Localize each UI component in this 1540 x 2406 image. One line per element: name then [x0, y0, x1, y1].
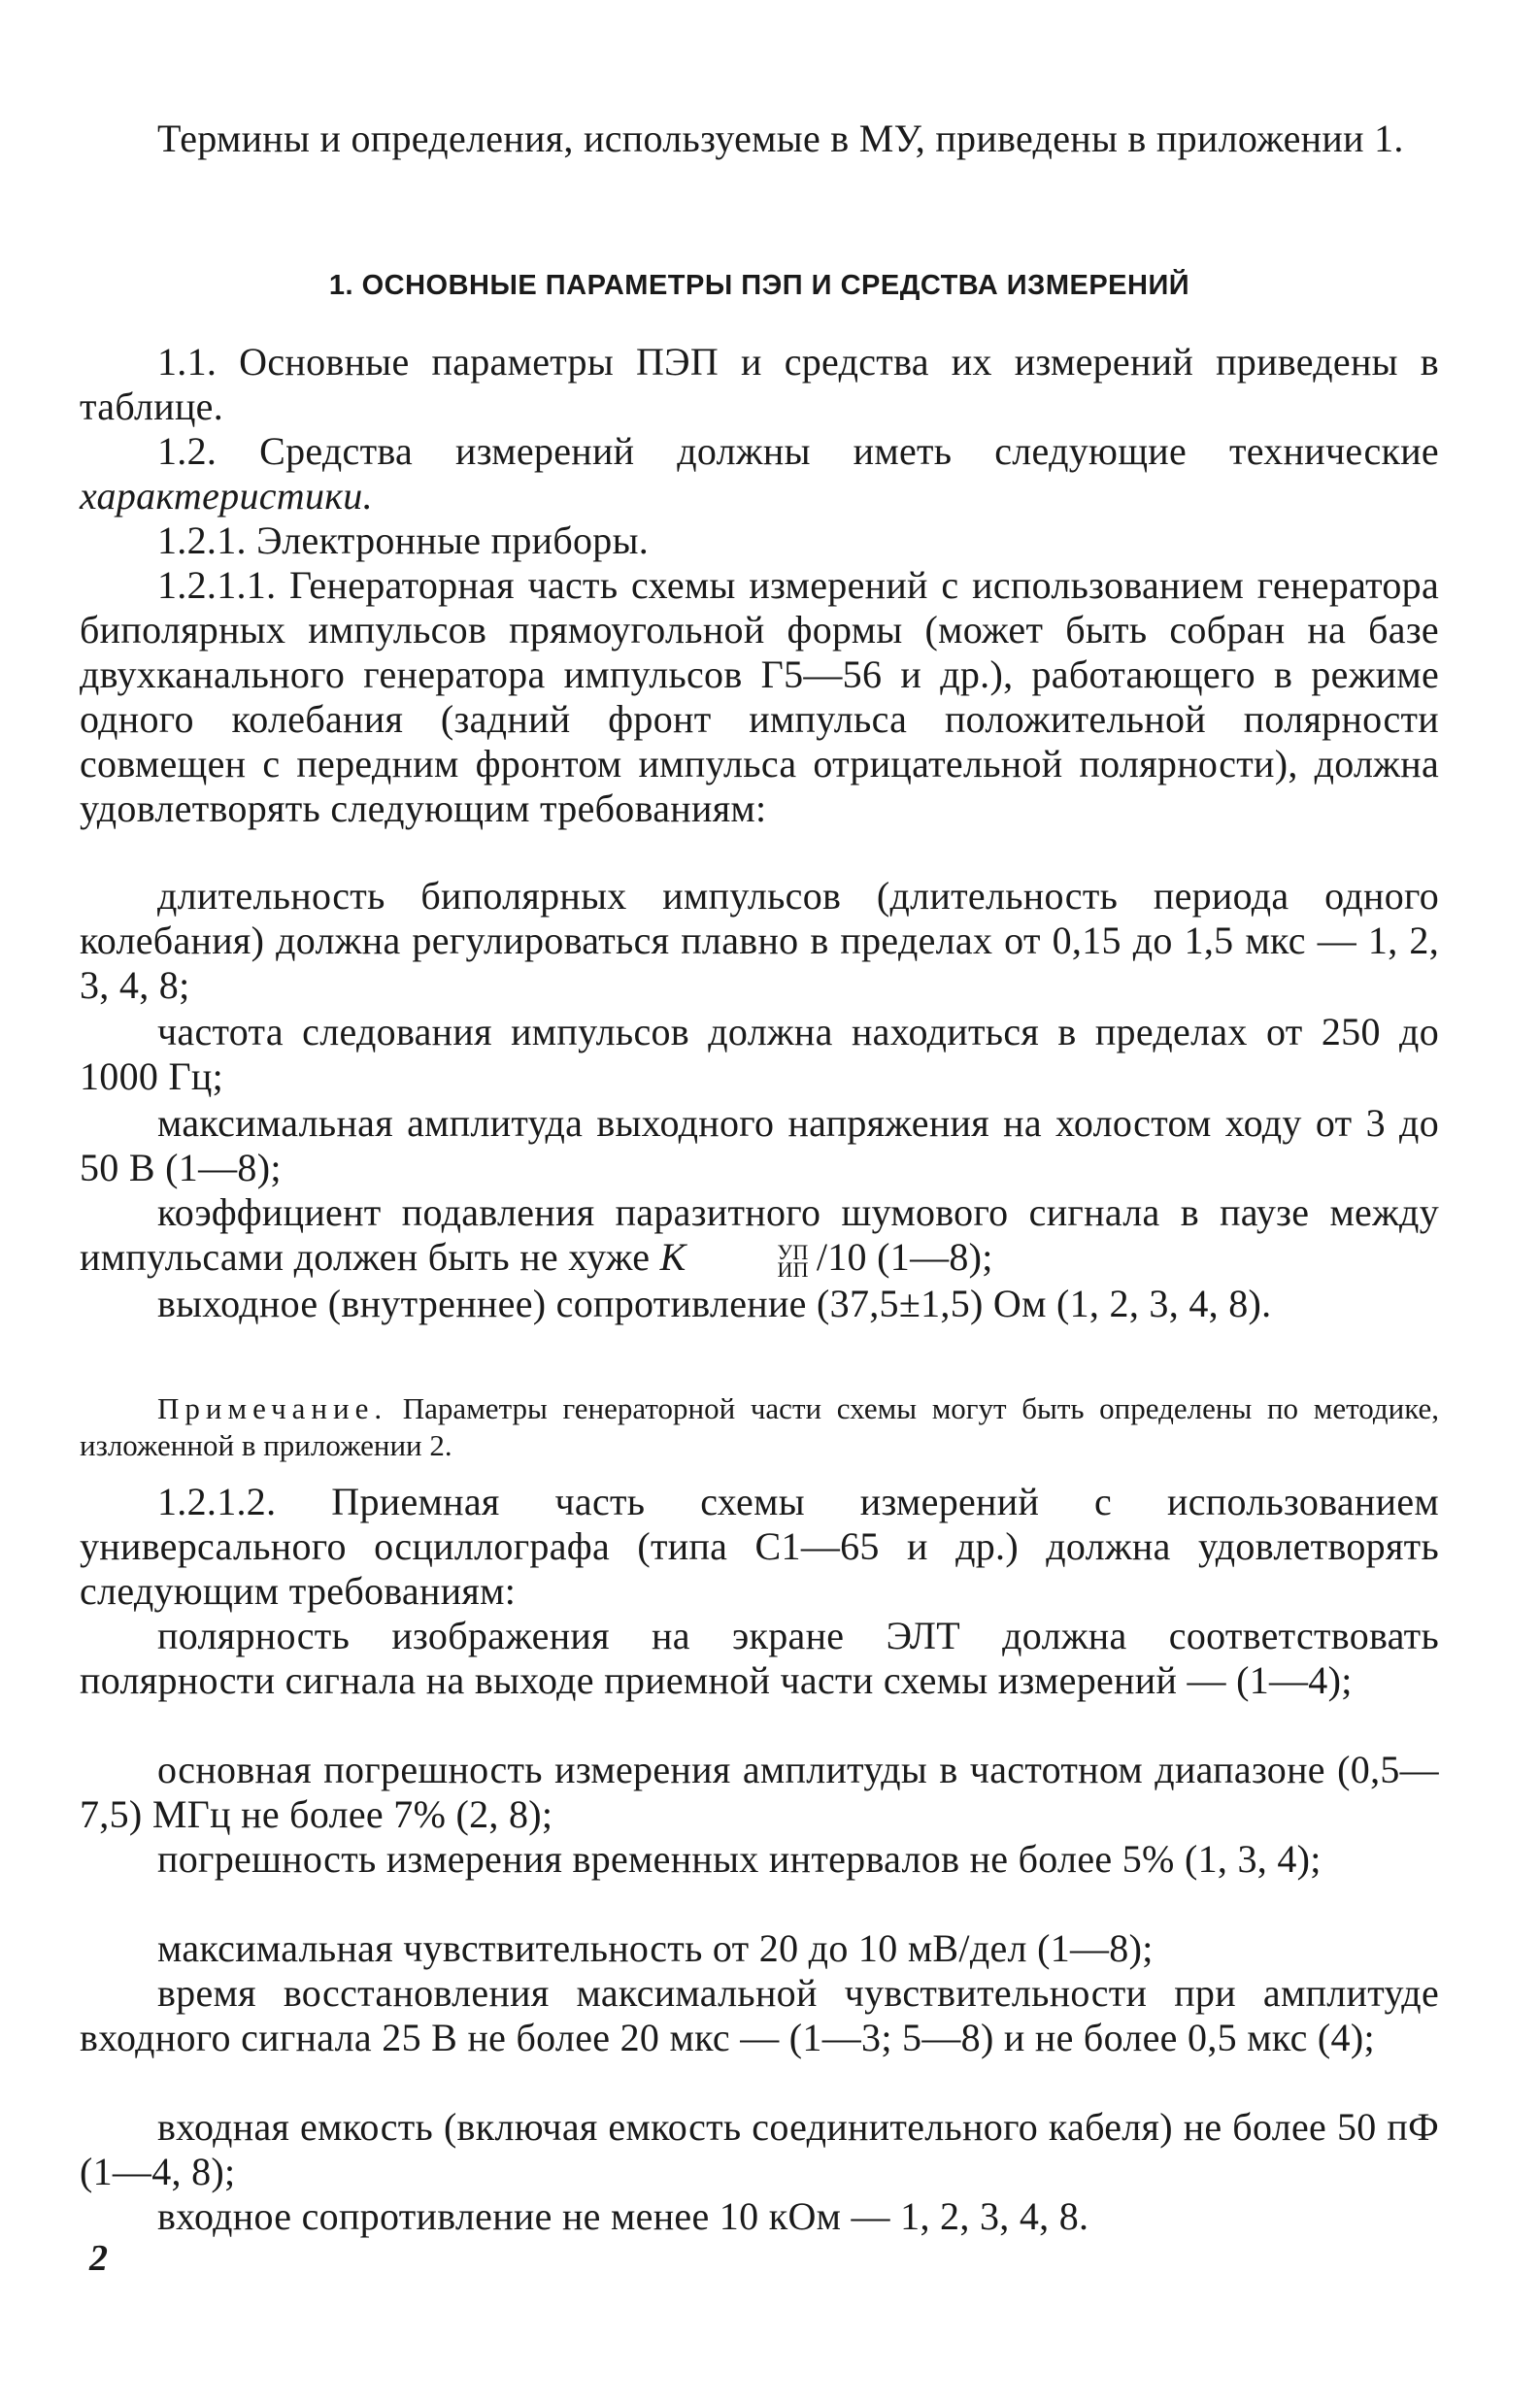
paragraph-1-2-1: 1.2.1. Электронные приборы. [157, 518, 650, 562]
paragraph-1-2 [80, 429, 1439, 518]
noise-requirement-tail: /10 (1—8); [816, 1235, 993, 1279]
note-label: Примечание. [157, 1391, 388, 1425]
note-text: Параметры генераторной части схемы могут быть определены по методике, изложенной в приложении 2. [80, 1391, 1439, 1462]
generator-requirement-duration: длительность биполярных импульсов (длительность периода одного колебания) должна регулироваться плавно в пределах от 0,15 до 1,5 мкс — 1, 2, 3, 4, 8; [80, 874, 1439, 1007]
receiver-requirement-polarity: полярность изображения на экране ЭЛТ должна соответствовать полярности сигнала на выходе приемной части схемы измерений — (1—4); [80, 1614, 1439, 1702]
section-heading: 1. ОСНОВНЫЕ ПАРАМЕТРЫ ПЭП И СРЕДСТВА ИЗМЕРЕНИЙ [328, 270, 1190, 301]
receiver-requirement-input-resistance: входное сопротивление не менее 10 кОм — 1, 2, 3, 4, 8. [157, 2194, 1089, 2238]
paragraph-1-2-italic: характеристики. [80, 474, 373, 518]
paragraph-1-2-lead: 1.2. Средства измерений должны иметь следующие технические [157, 429, 1439, 473]
receiver-requirement-input-capacitance: входная емкость (включая емкость соединительного кабеля) не более 50 пФ (1—4, 8); [80, 2105, 1439, 2193]
noise-index-upper: УП [777, 1239, 809, 1264]
note-paragraph [80, 1390, 1439, 1464]
noise-coefficient-symbol: К [659, 1235, 686, 1279]
paragraph-1-2-1-1: 1.2.1.1. Генераторная часть схемы измерений с использованием генератора биполярных импульсов прямоугольной формы (может быть собран на базе двухканального генератора импульсов Г5—56 и др.), работающего в режиме одного колебания (задний фронт импульса положительной полярности совмещен с передним фронтом импульса отрицательной полярности), должна удовлетворять следующим требованиям: [80, 563, 1439, 830]
generator-requirement-impedance: выходное (внутреннее) сопротивление (37,5±1,5) Ом (1, 2, 3, 4, 8). [157, 1282, 1272, 1325]
generator-requirement-amplitude: максимальная амплитуда выходного напряжения на холостом ходу от 3 до 50 В (1—8); [80, 1101, 1439, 1189]
noise-coefficient-index [699, 1239, 809, 1282]
receiver-requirement-recovery-time: время восстановления максимальной чувствительности при амплитуде входного сигнала 25 В не более 20 мкс — (1—3; 5—8) и не более 0,5 мкс (4); [80, 1971, 1439, 2059]
paragraph-1-1: 1.1. Основные параметры ПЭП и средства их измерений приведены в таблице. [80, 340, 1439, 428]
receiver-requirement-sensitivity: максимальная чувствительность от 20 до 10 мВ/дел (1—8); [157, 1926, 1154, 1970]
receiver-requirement-time-error: погрешность измерения временных интервалов не более 5% (1, 3, 4); [157, 1837, 1322, 1881]
generator-requirement-frequency: частота следования импульсов должна находиться в пределах от 250 до 1000 Гц; [80, 1010, 1439, 1098]
paragraph-1-2-1-2: 1.2.1.2. Приемная часть схемы измерений с использованием универсального осциллографа (типа С1—65 и др.) должна удовлетворять следующим требованиям: [80, 1480, 1439, 1613]
generator-requirement-noise [80, 1190, 1439, 1280]
receiver-requirement-amplitude-error: основная погрешность измерения амплитуды в частотном диапазоне (0,5—7,5) МГц не более 7% (2, 8); [80, 1748, 1439, 1836]
noise-requirement-lead: коэффициент подавления паразитного шумового сигнала в паузе между импульсами должен быть не хуже [80, 1190, 1439, 1279]
page-number: 2 [89, 2238, 108, 2279]
noise-index-lower: ИП [777, 1256, 809, 1282]
intro-paragraph: Термины и определения, используемые в МУ, приведены в приложении 1. [157, 117, 1404, 160]
